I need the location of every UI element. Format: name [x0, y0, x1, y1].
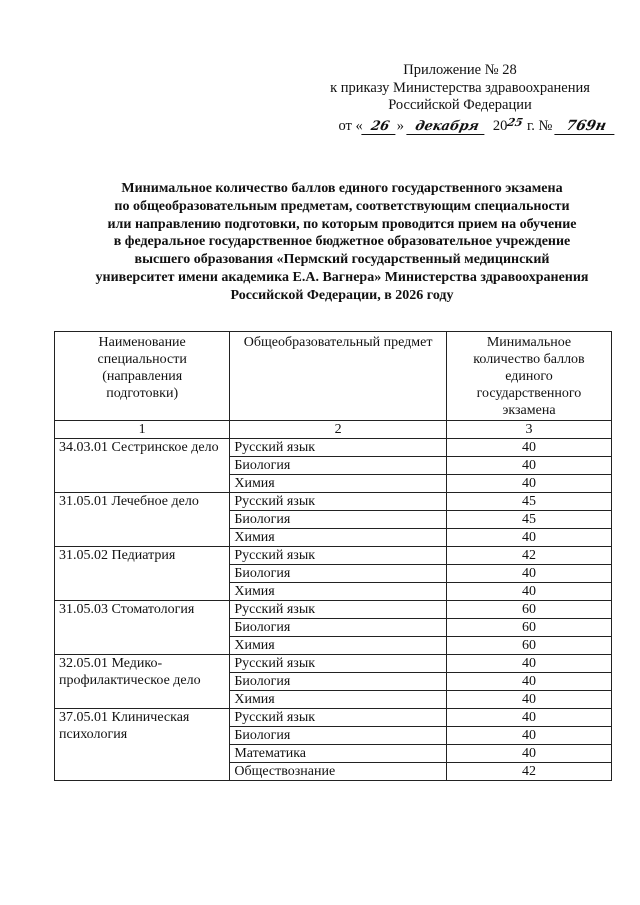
date-prefix: от «: [338, 117, 363, 134]
header-line: государственного: [476, 386, 582, 401]
column-number-3: 3: [446, 421, 611, 439]
handwritten-day: 26: [361, 119, 398, 135]
subject-cell: Русский язык: [230, 439, 447, 457]
subject-cell: Биология: [230, 619, 447, 637]
score-cell: 40: [446, 655, 611, 673]
handwritten-year: 25: [506, 115, 525, 129]
subject-cell: Химия: [230, 637, 447, 655]
column-number-2: 2: [230, 421, 447, 439]
header-line: экзамена: [502, 403, 556, 418]
score-cell: 45: [446, 511, 611, 529]
ministry-name: Российской Федерации: [388, 97, 532, 113]
subject-cell: Биология: [230, 673, 447, 691]
specialty-cell: 31.05.01 Лечебное дело: [55, 493, 230, 547]
subject-cell: Биология: [230, 565, 447, 583]
subject-cell: Русский язык: [230, 655, 447, 673]
subject-cell: Химия: [230, 475, 447, 493]
table-row: [55, 709, 612, 727]
score-cell: 40: [446, 475, 611, 493]
handwritten-month: декабря: [406, 119, 487, 135]
header-subject: [230, 332, 447, 421]
document-title: [64, 180, 620, 305]
subject-cell: Биология: [230, 457, 447, 475]
title-line: в федеральное государственное бюджетное образовательное учреждение: [113, 234, 571, 250]
order-reference: к приказу Министерства здравоохранения: [330, 79, 590, 96]
score-cell: 40: [446, 583, 611, 601]
table-header-row: [55, 332, 612, 421]
specialty-cell: 37.05.01 Клиническая психология: [55, 709, 230, 781]
table-row: [55, 439, 612, 457]
subject-cell: Химия: [230, 529, 447, 547]
title-line: по общеобразовательным предметам, соответствующим специальности: [114, 198, 570, 214]
table-row: [55, 655, 612, 673]
score-cell: 60: [446, 601, 611, 619]
title-line: Российской Федерации, в 2026 году: [230, 287, 454, 303]
subject-cell: Химия: [230, 583, 447, 601]
title-line: Минимальное количество баллов единого государственного экзамена: [121, 181, 563, 196]
score-cell: 40: [446, 745, 611, 763]
column-numbers-row: [55, 421, 612, 439]
title-line: высшего образования «Пермский государственный медицинский: [134, 252, 550, 268]
column-number-1: 1: [55, 421, 230, 439]
score-cell: 40: [446, 673, 611, 691]
score-cell: 40: [446, 565, 611, 583]
table-body: [55, 439, 612, 781]
header-line: (направления: [102, 369, 183, 384]
subject-cell: Русский язык: [230, 547, 447, 565]
score-cell: 42: [446, 547, 611, 565]
specialty-cell: 34.03.01 Сестринское дело: [55, 439, 230, 493]
subject-cell: Математика: [230, 745, 447, 763]
handwritten-order-number: 769н: [554, 119, 617, 135]
score-cell: 40: [446, 529, 611, 547]
subject-cell: Русский язык: [230, 493, 447, 511]
score-cell: 40: [446, 439, 611, 457]
subject-cell: Химия: [230, 691, 447, 709]
title-line: или направлению подготовки, по которым проводится прием на обучение: [107, 216, 577, 232]
score-cell: 40: [446, 727, 611, 745]
header-line: количество баллов: [473, 352, 585, 367]
title-line: университет имени академика Е.А. Вагнера» Министерства здравоохранения: [95, 269, 589, 285]
header-specialty: [55, 332, 230, 421]
header-min-score: [446, 332, 611, 421]
number-prefix: г. №: [526, 117, 553, 134]
score-cell: 45: [446, 493, 611, 511]
score-cell: 60: [446, 637, 611, 655]
score-cell: 40: [446, 691, 611, 709]
subject-cell: Биология: [230, 727, 447, 745]
subject-cell: Русский язык: [230, 601, 447, 619]
subject-cell: Русский язык: [230, 709, 447, 727]
header-line: подготовки): [106, 386, 179, 401]
score-cell: 60: [446, 619, 611, 637]
specialty-cell: 31.05.03 Стоматология: [55, 601, 230, 655]
subject-cell: Обществознание: [230, 763, 447, 781]
score-cell: 42: [446, 763, 611, 781]
exam-scores-table: [54, 331, 612, 781]
appendix-number: Приложение № 28: [403, 62, 517, 78]
specialty-cell: 32.05.01 Медико-профилактическое дело: [55, 655, 230, 709]
date-mid: »: [396, 117, 404, 134]
header-line: единого: [505, 369, 553, 384]
table-row: [55, 601, 612, 619]
score-cell: 40: [446, 457, 611, 475]
appendix-header: [300, 62, 620, 135]
header-line: Наименование: [98, 335, 186, 350]
table-row: [55, 547, 612, 565]
subject-cell: Биология: [230, 511, 447, 529]
score-cell: 40: [446, 709, 611, 727]
header-line: Минимальное: [486, 335, 572, 350]
header-line: специальности: [97, 352, 187, 367]
order-date-line: [300, 115, 620, 136]
table-row: [55, 493, 612, 511]
year-prefix: 20: [492, 117, 508, 134]
specialty-cell: 31.05.02 Педиатрия: [55, 547, 230, 601]
header-line: Общеобразовательный предмет: [243, 335, 433, 350]
